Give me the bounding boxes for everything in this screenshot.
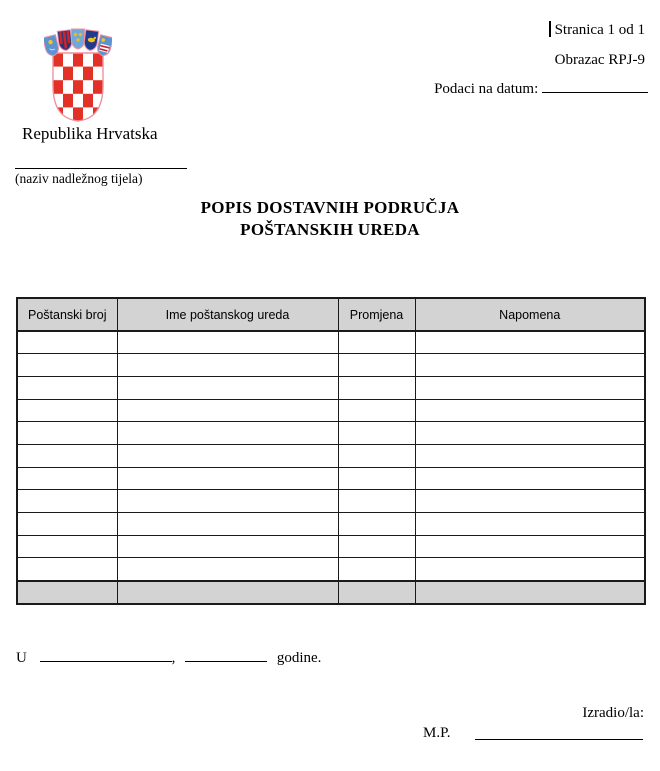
table-cell[interactable]: [338, 513, 415, 536]
table-cell[interactable]: [17, 535, 117, 558]
table-cell[interactable]: [415, 376, 645, 399]
table-cell[interactable]: [415, 535, 645, 558]
table-cell[interactable]: [338, 422, 415, 445]
table-cell[interactable]: [415, 490, 645, 513]
form-code: Obrazac RPJ-9: [554, 52, 645, 68]
table-row: [17, 467, 645, 490]
year-suffix: godine.: [276, 650, 322, 666]
signature-line[interactable]: [475, 739, 643, 740]
table-cell[interactable]: [17, 331, 117, 354]
table-cell[interactable]: [17, 581, 117, 604]
table-cell[interactable]: [17, 558, 117, 581]
croatia-coat-of-arms-graphic: [44, 27, 112, 123]
table-cell[interactable]: [415, 399, 645, 422]
table-header-row: [17, 298, 645, 331]
table-cell[interactable]: [117, 354, 338, 377]
prepared-by-label: Izradio/la:: [582, 705, 644, 721]
place-field[interactable]: [40, 649, 172, 662]
data-date-row: [348, 80, 648, 98]
place-date-line: [16, 649, 321, 667]
year-field[interactable]: [185, 649, 267, 662]
table-cell[interactable]: [117, 581, 338, 604]
table-row: [17, 354, 645, 377]
table-row: [17, 535, 645, 558]
table-cell[interactable]: [17, 354, 117, 377]
form-title: [0, 197, 660, 241]
table-cell[interactable]: [117, 444, 338, 467]
table-cell[interactable]: [415, 422, 645, 445]
table-cell[interactable]: [17, 490, 117, 513]
table-cell[interactable]: [338, 444, 415, 467]
table-cell[interactable]: [415, 467, 645, 490]
table-footer-row: [17, 581, 645, 604]
table-cell[interactable]: [415, 444, 645, 467]
table-cell[interactable]: [117, 422, 338, 445]
table-cell[interactable]: [338, 490, 415, 513]
table-cell[interactable]: [415, 513, 645, 536]
data-date-field[interactable]: [542, 80, 648, 93]
table-cell[interactable]: [117, 558, 338, 581]
data-date-label: Podaci na datum:: [434, 81, 539, 97]
table-cell[interactable]: [415, 331, 645, 354]
table-cell[interactable]: [338, 535, 415, 558]
country-name: Republika Hrvatska: [22, 124, 158, 143]
table-cell[interactable]: [117, 535, 338, 558]
table-cell[interactable]: [117, 331, 338, 354]
table-cell[interactable]: [415, 558, 645, 581]
table-body: [17, 331, 645, 604]
table-cell[interactable]: [17, 376, 117, 399]
page-number: Stranica 1 od 1: [554, 22, 645, 38]
table-cell[interactable]: [338, 331, 415, 354]
column-header-promjena: Promjena: [338, 298, 415, 331]
column-header-ime-postanskog-ureda: Ime poštanskog ureda: [117, 298, 338, 331]
table-row: [17, 444, 645, 467]
table-cell[interactable]: [17, 422, 117, 445]
table-cell[interactable]: [338, 467, 415, 490]
stamp-label: M.P.: [423, 725, 451, 741]
table-cell[interactable]: [117, 467, 338, 490]
table-row: [17, 331, 645, 354]
table-cell[interactable]: [338, 558, 415, 581]
column-header-napomena: Napomena: [415, 298, 645, 331]
table-row: [17, 376, 645, 399]
table-cell[interactable]: [117, 399, 338, 422]
place-prefix: U: [16, 650, 27, 666]
table-row: [17, 558, 645, 581]
table-cell[interactable]: [338, 376, 415, 399]
delivery-areas-table: [16, 297, 646, 605]
table-cell[interactable]: [17, 513, 117, 536]
table-cell[interactable]: [338, 399, 415, 422]
table-cell[interactable]: [415, 581, 645, 604]
authority-caption: (naziv nadležnog tijela): [15, 171, 143, 186]
table-row: [17, 399, 645, 422]
form-title-line2: POŠTANSKIH UREDA: [240, 220, 420, 239]
table-row: [17, 490, 645, 513]
table-cell[interactable]: [117, 490, 338, 513]
table-row: [17, 422, 645, 445]
table-cell[interactable]: [117, 376, 338, 399]
table-cell[interactable]: [338, 581, 415, 604]
table-row: [17, 513, 645, 536]
table-cell[interactable]: [117, 513, 338, 536]
comma-separator: ,: [171, 650, 176, 666]
column-header-postanski-broj: Poštanski broj: [17, 298, 117, 331]
table-cell[interactable]: [17, 444, 117, 467]
table-cell[interactable]: [17, 399, 117, 422]
table-cell[interactable]: [338, 354, 415, 377]
croatia-coat-of-arms: [44, 27, 112, 128]
table-cell[interactable]: [415, 354, 645, 377]
table-cell[interactable]: [17, 467, 117, 490]
form-title-line1: POPIS DOSTAVNIH PODRUČJA: [200, 198, 460, 217]
authority-name-line[interactable]: [15, 168, 187, 169]
